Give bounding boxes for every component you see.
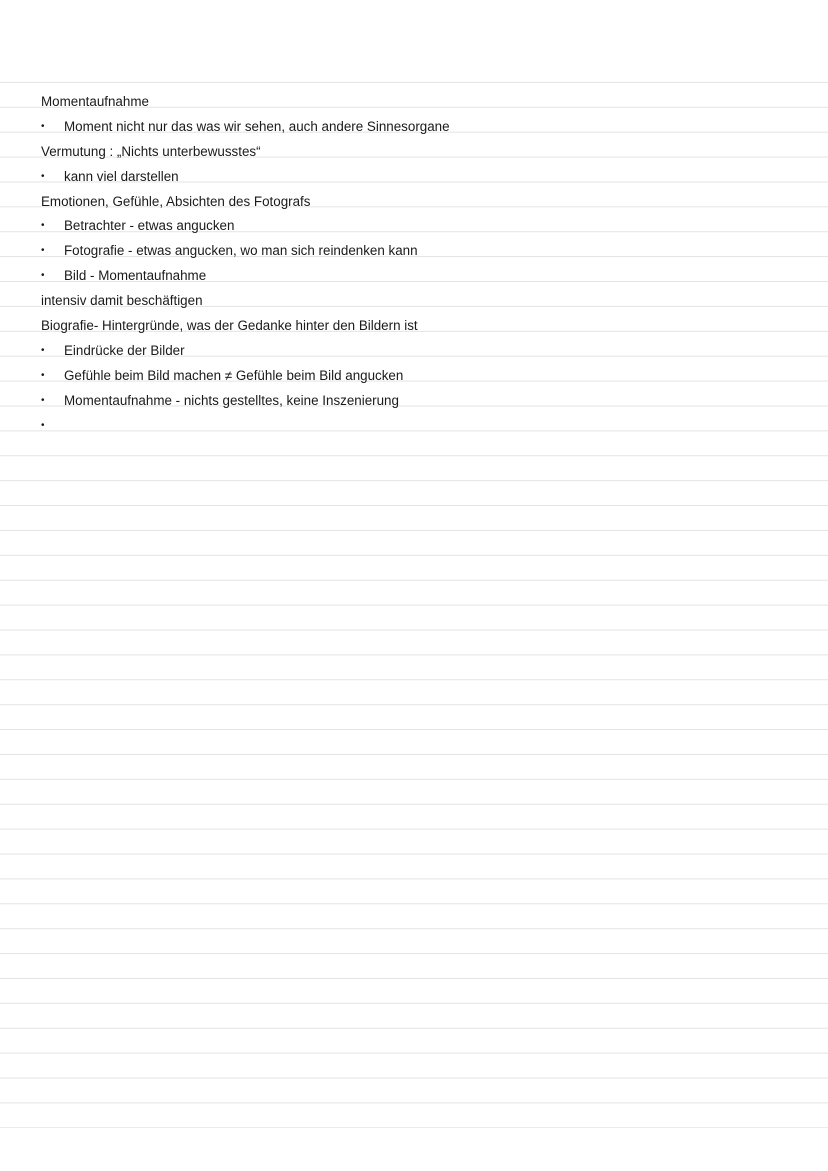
note-line [41,90,801,115]
note-text: intensiv damit beschäftigen [41,293,203,309]
note-text: Moment nicht nur das was wir sehen, auch andere Sinnesorgane [64,118,450,134]
note-text: Fotografie - etwas angucken, wo man sich reindenken kann [64,243,418,259]
note-line [41,190,801,215]
note-text: Gefühle beim Bild machen ≠ Gefühle beim Bild angucken [64,367,404,383]
note-bullet-line [41,414,801,439]
note-bullet-line [41,165,801,190]
bullet-icon: • [41,120,45,132]
note-line [41,314,801,339]
note-bullet-line [41,339,801,364]
note-text: Biografie- Hintergründe, was der Gedanke hinter den Bildern ist [41,318,418,334]
note-bullet-line [41,264,801,289]
bullet-icon: • [41,394,45,406]
note-bullet-line [41,364,801,389]
note-text: Vermutung : „Nichts unterbewusstes“ [41,143,261,159]
note-text: Emotionen, Gefühle, Absichten des Fotografs [41,193,311,209]
note-text: Momentaufnahme [41,94,149,109]
bullet-icon: • [41,270,45,282]
note-text: Bild - Momentaufnahme [64,268,207,284]
bullet-icon: • [41,170,45,182]
note-line [41,289,801,314]
bullet-icon: • [41,419,45,431]
note-line [41,140,801,165]
note-text: Betrachter - etwas angucken [64,218,235,234]
note-text: Eindrücke der Bilder [64,342,185,358]
note-bullet-line [41,239,801,264]
bullet-icon: • [41,369,45,381]
bullet-icon: • [41,245,45,257]
note-text: Momentaufnahme - nichts gestelltes, keine Inszenierung [64,392,399,408]
bullet-icon: • [41,220,45,232]
note-bullet-line [41,214,801,239]
note-text: kann viel darstellen [64,168,179,184]
bullet-icon: • [41,344,45,356]
note-bullet-line [41,115,801,140]
note-bullet-line [41,389,801,414]
notes-list [41,90,801,438]
